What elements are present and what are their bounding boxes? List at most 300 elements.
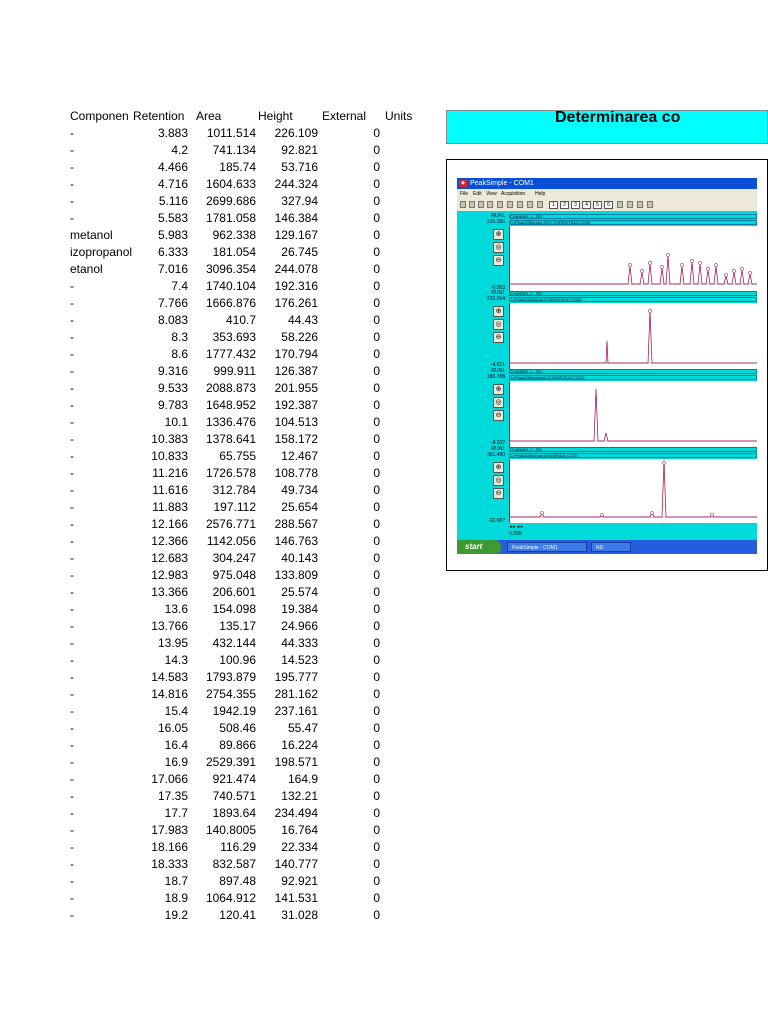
cell-area: 921.474 (212, 772, 256, 786)
cell-retention: 9.783 (157, 398, 188, 412)
cell-retention: 6.333 (157, 245, 188, 259)
cell-external: 0 (373, 415, 380, 429)
cell-retention: 17.35 (157, 789, 188, 803)
cell-component: etanol (70, 262, 103, 276)
channel-panel-3 (457, 368, 757, 454)
zoom-in-icon[interactable]: ⊕ (493, 462, 504, 473)
cell-area: 1011.514 (206, 126, 256, 140)
cell-component: - (70, 687, 74, 701)
cell-height: 44.43 (287, 313, 318, 327)
cell-component: - (70, 279, 74, 293)
cell-height: 24.966 (281, 619, 318, 633)
menu-help[interactable]: Help (535, 191, 546, 197)
zoom-in-icon[interactable]: ⊕ (493, 229, 504, 240)
cell-height: 129.167 (274, 228, 318, 242)
cell-component: - (70, 313, 74, 327)
channel-file: C:\Peak328\etanol.CHR\DEFAULT.CON (509, 297, 757, 302)
zoom-reset-icon[interactable]: ◎ (493, 475, 504, 486)
header-height: Height (258, 109, 293, 123)
cell-retention: 11.216 (152, 466, 188, 480)
new-file-icon[interactable] (460, 201, 466, 208)
cell-external: 0 (373, 806, 380, 820)
cell-external: 0 (373, 908, 380, 922)
cell-retention: 5.116 (158, 194, 188, 208)
chromatogram-plot[interactable] (509, 226, 757, 292)
cell-component: - (70, 398, 74, 412)
cell-area: 1336.476 (205, 415, 256, 429)
cell-area: 2699.686 (205, 194, 256, 208)
cell-height: 192.387 (274, 398, 318, 412)
cell-external: 0 (373, 653, 380, 667)
cell-area: 2088.873 (205, 381, 256, 395)
cell-retention: 15.4 (164, 704, 188, 718)
chromatogram-trace (510, 381, 757, 447)
cell-external: 0 (373, 432, 380, 446)
cell-component: - (70, 585, 74, 599)
cell-area: 181.054 (212, 245, 256, 259)
cell-area: 741.134 (212, 143, 256, 157)
menu-edit[interactable]: Edit (473, 191, 482, 197)
cell-external: 0 (373, 262, 380, 276)
cell-component: - (70, 330, 74, 344)
cell-height: 170.794 (274, 347, 318, 361)
window-tile-icon[interactable] (617, 201, 623, 208)
cell-area: 2576.771 (205, 517, 256, 531)
cell-height: 195.777 (274, 670, 318, 684)
cell-component: - (70, 160, 74, 174)
cell-component: - (70, 789, 74, 803)
cell-retention: 12.683 (151, 551, 188, 565)
report-icon[interactable] (527, 201, 533, 208)
cell-area: 65.755 (219, 449, 256, 463)
header-component: Componen (70, 109, 129, 123)
chromatogram-plot[interactable] (509, 303, 757, 369)
cell-height: 244.078 (274, 262, 318, 276)
cell-area: 3096.354 (205, 262, 256, 276)
cell-area: 135.17 (219, 619, 256, 633)
scroll-arrows-icon[interactable]: ◂ ▸ ◂ ▸ (509, 524, 524, 530)
header-retention: Retention (133, 109, 185, 123)
cell-area: 2529.391 (205, 755, 256, 769)
time-scroll-area[interactable] (509, 523, 757, 539)
chromatogram-plot[interactable] (509, 459, 757, 525)
cell-retention: 13.366 (151, 585, 188, 599)
cell-height: 12.467 (281, 449, 318, 463)
zoom-out-icon[interactable]: ⊖ (493, 255, 504, 266)
cell-external: 0 (373, 891, 380, 905)
cell-component: - (70, 806, 74, 820)
cell-component: - (70, 483, 74, 497)
cell-height: 198.571 (274, 755, 318, 769)
chromatogram-trace (510, 459, 757, 525)
cell-external: 0 (373, 721, 380, 735)
cell-area: 740.571 (212, 789, 256, 803)
cell-component: - (70, 755, 74, 769)
cell-external: 0 (373, 194, 380, 208)
cell-area: 1740.104 (205, 279, 256, 293)
cell-external: 0 (373, 874, 380, 888)
cell-external: 0 (373, 466, 380, 480)
cell-area: 2754.355 (205, 687, 256, 701)
cell-component: - (70, 874, 74, 888)
cell-component: - (70, 211, 74, 225)
cell-retention: 14.583 (151, 670, 188, 684)
cell-retention: 17.983 (151, 823, 188, 837)
cell-external: 0 (373, 313, 380, 327)
cell-height: 201.955 (274, 381, 318, 395)
cell-external: 0 (373, 381, 380, 395)
zoom-out-icon[interactable]: ⊖ (493, 488, 504, 499)
zoom-reset-icon[interactable]: ◎ (493, 242, 504, 253)
cell-external: 0 (373, 738, 380, 752)
cell-height: 108.778 (274, 466, 318, 480)
cell-external: 0 (373, 398, 380, 412)
cell-retention: 13.6 (164, 602, 188, 616)
cell-component: - (70, 908, 74, 922)
channel-button-4[interactable]: 4 (582, 201, 591, 209)
cell-component: - (70, 534, 74, 548)
cell-component: - (70, 126, 74, 140)
cell-height: 19.384 (281, 602, 318, 616)
cell-area: 832.587 (212, 857, 256, 871)
cell-retention: 16.05 (157, 721, 188, 735)
channel-file: C:\Peak328\metanol.CHR\DEFAULT.CON (509, 375, 757, 380)
cell-component: - (70, 432, 74, 446)
cell-height: 158.172 (274, 432, 318, 446)
title-box (446, 110, 768, 144)
cell-height: 55.47 (287, 721, 318, 735)
cell-area: 1942.19 (212, 704, 256, 718)
cell-component: - (70, 891, 74, 905)
cell-retention: 14.816 (151, 687, 188, 701)
peaksimple-window (457, 178, 757, 554)
taskbar-item-peaksimple[interactable]: PeakSimple - COM1 (507, 542, 587, 552)
cell-height: 16.764 (281, 823, 318, 837)
cell-height: 226.109 (274, 126, 318, 140)
cell-height: 104.513 (274, 415, 318, 429)
cell-component: - (70, 636, 74, 650)
cell-external: 0 (373, 704, 380, 718)
cell-external: 0 (373, 228, 380, 242)
cell-retention: 3.883 (157, 126, 188, 140)
cell-external: 0 (373, 568, 380, 582)
cell-area: 962.338 (212, 228, 256, 242)
cell-component: - (70, 517, 74, 531)
open-file-icon[interactable] (469, 201, 475, 208)
zoom-in-icon[interactable]: ⊕ (493, 384, 504, 395)
app-icon: ◆ (459, 180, 467, 187)
time-start-label: 0.000 (509, 531, 522, 537)
cell-height: 192.316 (274, 279, 318, 293)
channel-button-6[interactable]: 6 (604, 201, 613, 209)
zoom-reset-icon[interactable]: ◎ (493, 319, 504, 330)
cell-external: 0 (373, 364, 380, 378)
cell-height: 288.567 (274, 517, 318, 531)
cell-area: 1064.912 (205, 891, 256, 905)
channel-min-value: -4.631 (490, 362, 505, 368)
cell-retention: 4.2 (171, 143, 188, 157)
menu-acquisition[interactable]: Acquisition (501, 191, 526, 197)
edit-icon[interactable] (487, 201, 493, 208)
cell-area: 1378.641 (205, 432, 256, 446)
table-icon[interactable] (517, 201, 523, 208)
cell-area: 1777.432 (205, 347, 256, 361)
channel-min-value: -6.283 (490, 285, 505, 291)
cell-area: 304.247 (212, 551, 256, 565)
taskbar-item-ns[interactable]: NS (591, 542, 631, 552)
cell-height: 92.821 (281, 143, 318, 157)
cell-height: 237.161 (274, 704, 318, 718)
cell-external: 0 (373, 143, 380, 157)
cell-external: 0 (373, 687, 380, 701)
cell-external: 0 (373, 177, 380, 191)
cell-external: 0 (373, 500, 380, 514)
cell-external: 0 (373, 211, 380, 225)
window-grid-icon[interactable] (637, 201, 643, 208)
cell-external: 0 (373, 857, 380, 871)
cell-retention: 5.983 (157, 228, 188, 242)
cell-retention: 11.883 (152, 500, 188, 514)
cell-height: 49.734 (281, 483, 318, 497)
channel-button-3[interactable]: 3 (571, 201, 580, 209)
cell-external: 0 (373, 619, 380, 633)
cell-external: 0 (373, 823, 380, 837)
channel-header: CHANNEL 1 - FID (509, 369, 757, 374)
cell-component: - (70, 551, 74, 565)
cell-area: 197.112 (213, 500, 256, 514)
cell-retention: 12.166 (151, 517, 188, 531)
cell-retention: 18.166 (151, 840, 188, 854)
cell-area: 1793.879 (205, 670, 256, 684)
channel-run-label: RUN1 220.396 (486, 213, 505, 225)
cell-area: 89.866 (219, 738, 256, 752)
cell-height: 281.162 (274, 687, 318, 701)
cell-retention: 12.366 (151, 534, 188, 548)
cell-retention: 12.983 (151, 568, 188, 582)
cell-external: 0 (373, 755, 380, 769)
cell-retention: 19.2 (164, 908, 188, 922)
cell-area: 154.098 (212, 602, 256, 616)
window-titlebar (457, 178, 757, 189)
cell-area: 140.8005 (205, 823, 256, 837)
cell-height: 53.716 (281, 160, 318, 174)
cell-area: 206.601 (212, 585, 256, 599)
channel-button-1[interactable]: 1 (549, 201, 558, 209)
chromatogram-plot[interactable] (509, 381, 757, 447)
cell-component: - (70, 670, 74, 684)
cell-area: 1893.64 (212, 806, 256, 820)
cell-component: - (70, 500, 74, 514)
cell-area: 312.784 (212, 483, 256, 497)
zoom-in-icon[interactable]: ⊕ (493, 306, 504, 317)
cell-component: - (70, 738, 74, 752)
cell-retention: 11.616 (152, 483, 188, 497)
header-external: External (322, 109, 367, 123)
channel-button-2[interactable]: 2 (560, 201, 569, 209)
cell-external: 0 (373, 517, 380, 531)
cell-external: 0 (373, 585, 380, 599)
cell-external: 0 (373, 347, 380, 361)
cell-component: - (70, 177, 74, 191)
cell-area: 975.048 (212, 568, 256, 582)
channel-run-label: RUN1 180.788 (486, 368, 505, 380)
cell-retention: 16.9 (164, 755, 188, 769)
cell-external: 0 (373, 449, 380, 463)
cell-component: - (70, 194, 74, 208)
cell-retention: 13.766 (151, 619, 188, 633)
cell-retention: 18.7 (164, 874, 188, 888)
window-stack-icon[interactable] (627, 201, 633, 208)
cell-height: 327.94 (281, 194, 318, 208)
cell-height: 146.384 (274, 211, 318, 225)
channel-min-value: -4.332 (490, 440, 505, 446)
menu-file[interactable]: File (460, 191, 469, 197)
cell-height: 244.324 (274, 177, 318, 191)
cell-external: 0 (373, 534, 380, 548)
channel-button-5[interactable]: 5 (593, 201, 602, 209)
cell-component: - (70, 653, 74, 667)
cell-area: 999.911 (213, 364, 256, 378)
cell-height: 40.143 (281, 551, 318, 565)
header-units: Units (385, 109, 413, 123)
cell-retention: 14.3 (164, 653, 188, 667)
channel-header: CHANNEL 1 - FID (509, 447, 757, 452)
toolbar (457, 199, 757, 212)
cell-height: 92.921 (281, 874, 318, 888)
cell-height: 146.763 (274, 534, 318, 548)
cell-component: - (70, 772, 74, 786)
cell-external: 0 (373, 789, 380, 803)
cell-retention: 17.066 (151, 772, 188, 786)
start-button[interactable]: start (457, 540, 501, 554)
window-layout-icon[interactable] (647, 201, 653, 208)
cell-height: 140.777 (274, 857, 318, 871)
cell-component: - (70, 347, 74, 361)
zoom-reset-icon[interactable]: ◎ (493, 397, 504, 408)
header-area: Area (196, 109, 222, 123)
cell-area: 1604.633 (205, 177, 256, 191)
cell-component: - (70, 619, 74, 633)
cell-retention: 9.533 (157, 381, 188, 395)
channel-panel-4 (457, 446, 757, 532)
cell-area: 1142.056 (206, 534, 256, 548)
print-icon[interactable] (497, 201, 503, 208)
cell-area: 1781.058 (205, 211, 256, 225)
cell-height: 44.333 (281, 636, 318, 650)
cell-component: - (70, 415, 74, 429)
cell-area: 1666.876 (205, 296, 256, 310)
cell-component: - (70, 721, 74, 735)
cell-area: 100.96 (219, 653, 256, 667)
cell-component: - (70, 449, 74, 463)
cell-area: 432.144 (212, 636, 256, 650)
chromatogram-trace (510, 226, 757, 292)
cell-external: 0 (373, 483, 380, 497)
menu-bar (457, 189, 757, 199)
cell-height: 234.494 (274, 806, 318, 820)
zoom-out-icon[interactable]: ⊖ (493, 410, 504, 421)
windows-taskbar (457, 540, 757, 554)
cell-height: 25.574 (281, 585, 318, 599)
cell-height: 133.809 (274, 568, 318, 582)
cell-external: 0 (373, 840, 380, 854)
zoom-tool-icon[interactable] (537, 201, 543, 208)
cell-component: - (70, 381, 74, 395)
zoom-out-icon[interactable]: ⊖ (493, 332, 504, 343)
cell-component: - (70, 857, 74, 871)
cell-area: 116.29 (220, 840, 256, 854)
cell-external: 0 (373, 330, 380, 344)
cell-area: 353.693 (212, 330, 256, 344)
cell-height: 164.9 (287, 772, 318, 786)
cell-component: - (70, 364, 74, 378)
cell-component: - (70, 466, 74, 480)
cell-height: 176.261 (274, 296, 318, 310)
cell-external: 0 (373, 670, 380, 684)
cell-retention: 4.466 (157, 160, 188, 174)
chromatogram-screenshot (446, 159, 768, 571)
document-title: Determinarea co (555, 110, 681, 126)
cell-area: 120.41 (219, 908, 256, 922)
cell-external: 0 (373, 126, 380, 140)
cell-retention: 18.333 (151, 857, 188, 871)
cell-height: 58.226 (281, 330, 318, 344)
cell-height: 16.224 (281, 738, 318, 752)
cell-height: 22.334 (281, 840, 318, 854)
menu-view[interactable]: View (486, 191, 497, 197)
save-icon[interactable] (478, 201, 484, 208)
cell-retention: 16.4 (164, 738, 188, 752)
cell-external: 0 (373, 551, 380, 565)
cell-retention: 8.3 (171, 330, 188, 344)
cell-area: 897.48 (219, 874, 256, 888)
chromatogram-trace (510, 303, 757, 369)
cell-external: 0 (373, 772, 380, 786)
cell-height: 126.387 (274, 364, 318, 378)
cursor-icon[interactable] (507, 201, 513, 208)
cell-component: metanol (70, 228, 113, 242)
cell-retention: 7.766 (157, 296, 188, 310)
channel-run-label: RUN1 232.564 (486, 290, 505, 302)
channel-file: C:\Peak328\hexan.chr\DEFAULT.CON (509, 453, 757, 458)
cell-retention: 8.6 (171, 347, 188, 361)
cell-height: 14.523 (281, 653, 318, 667)
cell-component: - (70, 602, 74, 616)
cell-retention: 13.95 (157, 636, 188, 650)
cell-retention: 10.383 (151, 432, 188, 446)
cell-height: 141.531 (274, 891, 318, 905)
cell-area: 185.74 (219, 160, 256, 174)
channel-min-value: -32.667 (488, 518, 505, 524)
cell-height: 31.028 (281, 908, 318, 922)
cell-component: - (70, 823, 74, 837)
cell-area: 1648.952 (205, 398, 256, 412)
cell-external: 0 (373, 245, 380, 259)
channel-header: CHANNEL 1 - FID (509, 214, 757, 219)
cell-component: izopropanol (70, 245, 133, 259)
channel-run-label: RUN1 361.490 (486, 446, 505, 458)
cell-area: 410.7 (225, 313, 256, 327)
channel-panel-2 (457, 290, 757, 376)
cell-external: 0 (373, 279, 380, 293)
cell-retention: 4.716 (157, 177, 188, 191)
cell-retention: 8.083 (157, 313, 188, 327)
channel-panel-1 (457, 213, 757, 299)
cell-retention: 17.7 (164, 806, 188, 820)
cell-component: - (70, 568, 74, 582)
cell-external: 0 (373, 160, 380, 174)
cell-height: 132.21 (281, 789, 318, 803)
